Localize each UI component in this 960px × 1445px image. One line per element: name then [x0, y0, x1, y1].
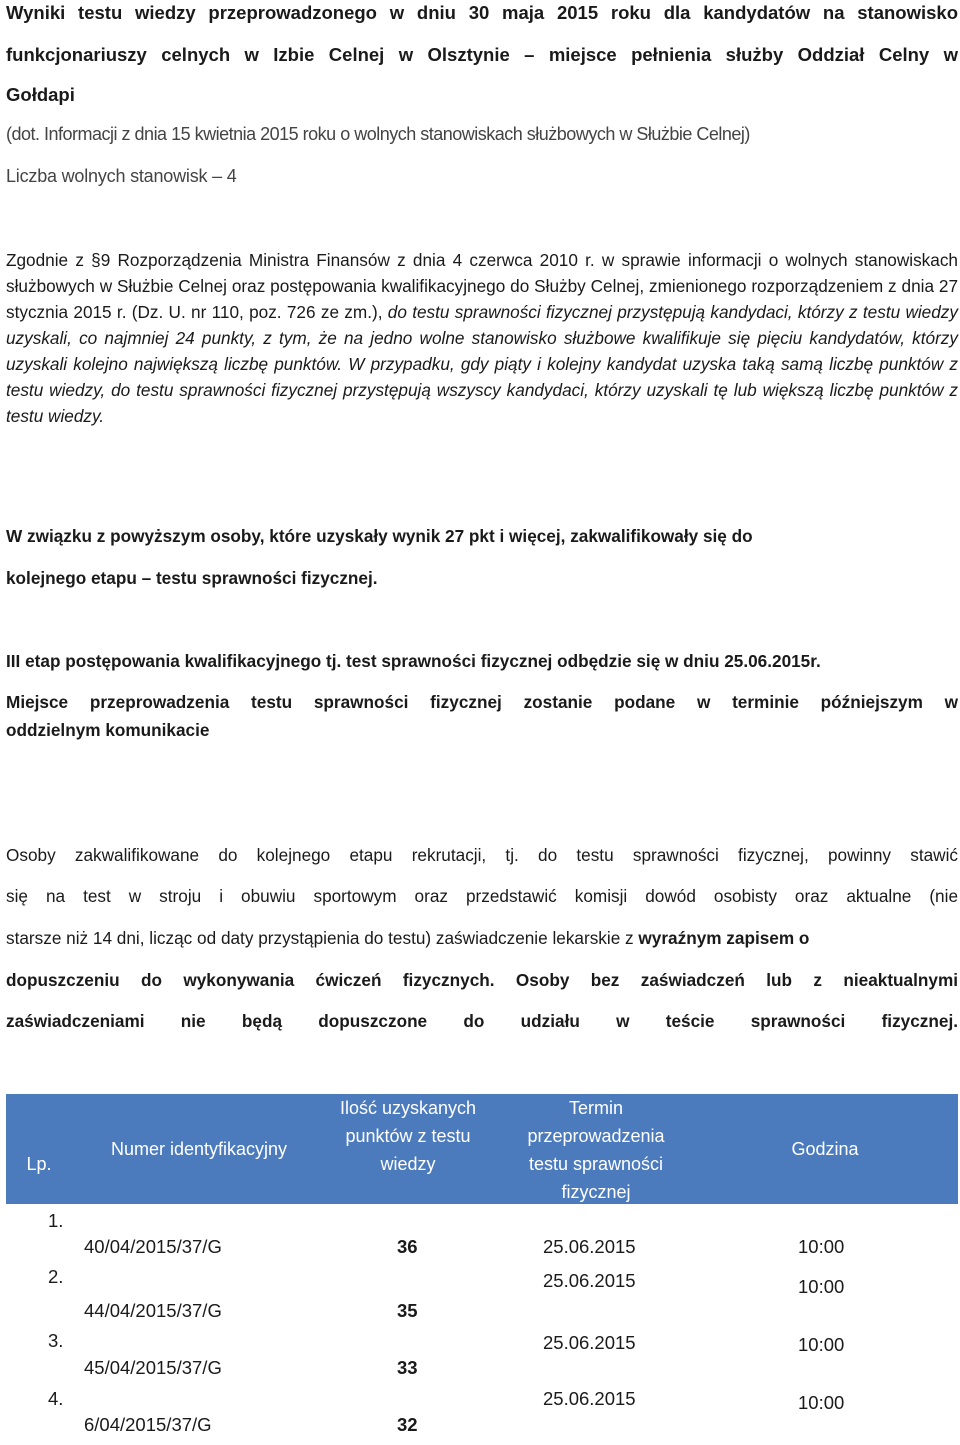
regulation-italic-text: do testu sprawności fizycznej przystępują kandydaci, którzy z testu wiedzy uzyskali, co najmniej 24 punkty, z tym, że na jedno wolne stanowisko służbowe kwalifikuje się pięciu kandydatów, którzy uzyskali kolejno największą liczbę punktów. W przypadku, gdy piąty i kolejny kandydat uzyska taką samą liczbę punktów z testu wiedzy, do testu sprawności fizycznej przystępują wszyscy kandydaci, którzy uzyskali tę lub większą liczbę punktów z testu wiedzy. — [6, 302, 958, 426]
place-line-1: Miejsce przeprowadzenia testu sprawności fizycznej zostanie podane w terminie późniejszym w — [6, 692, 958, 712]
row-1-date: 25.06.2015 — [543, 1236, 636, 1257]
row-3-id: 45/04/2015/37/G — [84, 1357, 222, 1378]
stage-date-line: III etap postępowania kwalifikacyjnego tj. test sprawności fizycznej odbędzie się w dniu 25.06.2015r. — [6, 651, 821, 671]
header-term: Termin przeprowadzenia testu sprawności fizycznej — [527, 1098, 665, 1202]
title-line-2: funkcjonariuszy celnych w Izbie Celnej w Olsztynie – miejsce pełnienia służby Oddział Celny w — [6, 44, 958, 65]
header-id: Numer identyfikacyjny — [110, 1139, 288, 1159]
requirements-line-3 — [6, 928, 809, 949]
row-4-lp: 4. — [48, 1388, 64, 1409]
requirements-line-3-normal: starsze niż 14 dni, licząc od daty przystąpienia do testu) zaświadczenie lekarskie z — [6, 928, 639, 948]
regulation-text: Zgodnie z §9 Rozporządzenia Ministra Finansów z dnia 4 czerwca 2010 r. w sprawie informacji o wolnych stanowiskach służbowych w Służbie Celnej oraz postępowania kwalifikacyjnego do Służby Celnej, zmienionego rozporządzeniem z dnia 27 stycznia 2015 r. (Dz. U. nr 110, poz. 726 ze zm.), — [6, 250, 958, 322]
regulation-paragraph — [6, 247, 958, 429]
row-4-date: 25.06.2015 — [543, 1388, 636, 1409]
row-2-lp: 2. — [48, 1266, 64, 1287]
row-2-hour: 10:00 — [798, 1276, 845, 1297]
qualified-line-2: kolejnego etapu – testu sprawności fizycznej. — [6, 568, 378, 588]
row-3-hour: 10:00 — [798, 1334, 845, 1355]
header-points: Ilość uzyskanych punktów z testu wiedzy — [339, 1098, 477, 1174]
header-lp: Lp. — [26, 1154, 52, 1174]
row-3-date: 25.06.2015 — [543, 1332, 636, 1353]
header-hour: Godzina — [791, 1139, 859, 1159]
title-line-3: Gołdapi — [6, 84, 75, 105]
row-2-points: 35 — [397, 1300, 418, 1321]
row-1-hour: 10:00 — [798, 1236, 845, 1257]
reference-note: (dot. Informacji z dnia 15 kwietnia 2015 roku o wolnych stanowiskach służbowych w Służbie Celnej) — [6, 124, 750, 144]
row-4-hour: 10:00 — [798, 1392, 845, 1413]
requirements-line-1: Osoby zakwalifikowane do kolejnego etapu rekrutacji, tj. do testu sprawności fizycznej, powinny stawić — [6, 845, 958, 865]
requirements-line-3-bold: wyraźnym zapisem o — [638, 928, 810, 948]
title-line-1: Wyniki testu wiedzy przeprowadzonego w dniu 30 maja 2015 roku dla kandydatów na stanowisko — [6, 2, 958, 23]
row-3-lp: 3. — [48, 1330, 64, 1351]
requirements-line-5: zaświadczeniami nie będą dopuszczone do udziału w teście sprawności fizycznej. — [6, 1011, 958, 1031]
requirements-line-2: się na test w stroju i obuwiu sportowym oraz przedstawić komisji dowód osobisty oraz aktualne (nie — [6, 886, 958, 906]
place-line-2: oddzielnym komunikacie — [6, 720, 210, 740]
row-4-points: 32 — [397, 1414, 418, 1435]
row-1-id: 40/04/2015/37/G — [84, 1236, 222, 1257]
qualified-line-1: W związku z powyższym osoby, które uzyskały wynik 27 pkt i więcej, zakwalifikowały się do — [6, 526, 753, 546]
row-2-date: 25.06.2015 — [543, 1270, 636, 1291]
row-2-id: 44/04/2015/37/G — [84, 1300, 222, 1321]
row-1-lp: 1. — [48, 1210, 64, 1231]
vacancies-count: Liczba wolnych stanowisk – 4 — [6, 166, 237, 186]
requirements-line-4: dopuszczeniu do wykonywania ćwiczeń fizycznych. Osoby bez zaświadczeń lub z nieaktualnymi — [6, 970, 958, 990]
row-1-points: 36 — [397, 1236, 418, 1257]
row-3-points: 33 — [397, 1357, 418, 1378]
row-4-id: 6/04/2015/37/G — [84, 1414, 212, 1435]
